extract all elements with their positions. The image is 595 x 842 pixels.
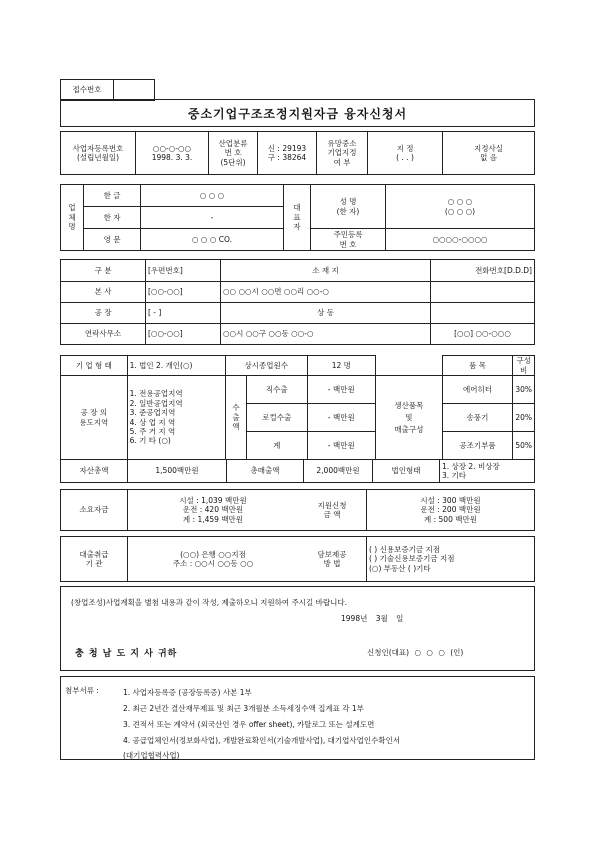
company-name-hanja-label: 한 자 — [84, 207, 141, 229]
product-composition-label: 생산품목 및 매출구성 — [376, 376, 443, 460]
address-row-phone — [431, 303, 535, 324]
applicant-signature: 신청인(대표) ○ ○ ○ (인) — [367, 648, 464, 657]
employees-label: 상시종업원수 — [225, 356, 307, 376]
business-table — [60, 355, 535, 460]
local-export-value: - 백만원 — [307, 404, 376, 432]
export-side-label: 수 출 액 — [225, 376, 246, 460]
attachments-list — [123, 685, 400, 763]
lending-bank-label: 대출취급 기 관 — [61, 537, 128, 582]
product-ratio-header: 구성비 — [513, 356, 535, 376]
export-total-label: 계 — [246, 432, 307, 460]
receipt-number-label: 접수번호 — [61, 80, 114, 101]
attachment-item: 4. 공급업체인서(정보화사업), 개발완료확인서(기술개발사업), 대기업사업인수확인서 (대기업협력사업) — [123, 736, 401, 760]
address-row-label: 연락사무소 — [61, 324, 146, 345]
address-row-location: 상 동 — [221, 303, 431, 324]
product-ratio: 20% — [513, 404, 535, 432]
designation-note: 지정사실 없 음 — [443, 132, 535, 175]
company-table — [60, 184, 535, 251]
industry-class-value: 신 : 29193 구 : 38264 — [258, 132, 317, 175]
form-title: 중소기업구조조정지원자금 융자신청서 — [60, 99, 535, 127]
attachment-item: 1. 사업자등록증 (공장등록증) 사본 1부 — [123, 688, 252, 697]
company-name-korean-label: 한 글 — [84, 185, 141, 207]
address-row — [61, 303, 535, 324]
product-name: 에어히터 — [442, 376, 513, 404]
required-funds-label: 소요자금 — [61, 490, 128, 531]
direct-export-value: - 백만원 — [307, 376, 376, 404]
address-row-zip: [○○-○○] — [146, 324, 221, 345]
address-row — [61, 282, 535, 303]
address-row — [61, 324, 535, 345]
assets-label: 자산총액 — [61, 460, 128, 483]
company-name-korean-value: ○ ○ ○ — [141, 185, 284, 207]
lending-bank-value: (○○) 은행 ○○지점 주소 : ○○시 ○○동 ○○ — [128, 537, 299, 582]
zone-options: 1. 전용공업지역 2. 일반공업지역 3. 준공업지역 4. 상 업 지 역 5. 주 거 지 역 6. 기 타 (○) — [127, 376, 225, 460]
receipt-number-box — [60, 79, 155, 101]
address-row-location: ○○시 ○○구 ○○동 ○○-○ — [221, 324, 431, 345]
rep-name-value: ○ ○ ○ (○ ○ ○) — [386, 185, 535, 229]
recipient: 충 청 남 도 지 사 귀하 — [75, 649, 178, 659]
company-name-hanja-value: - — [141, 207, 284, 229]
address-header-location: 소 재 지 — [221, 260, 431, 282]
declaration-date: 1998년 3월 일 — [341, 614, 404, 623]
assets-value: 1,500백만원 — [128, 460, 227, 483]
product-item-header: 품 목 — [442, 356, 513, 376]
attachments-box — [60, 676, 535, 760]
product-ratio: 50% — [513, 432, 535, 460]
company-name-side-label: 업 체 명 — [61, 185, 84, 251]
employees-value: 12 명 — [307, 356, 376, 376]
corp-type-label: 법인형태 — [373, 460, 440, 483]
business-reg-label: 사업자등록번호 (설립년월일) — [61, 132, 136, 175]
address-row-location: ○○ ○○시 ○○면 ○○리 ○○-○ — [221, 282, 431, 303]
product-header-spacer — [376, 356, 443, 376]
zone-label: 공 장 의 용도지역 — [61, 376, 128, 460]
resident-id-value: ○○○○-○○○○ — [386, 229, 535, 251]
industry-class-label: 산업분류 번 호 (5단위) — [209, 132, 258, 175]
business-type-value: 1. 법인 2. 개인(○) — [127, 356, 225, 376]
address-row-phone: [○○] ○○-○○○ — [431, 324, 535, 345]
receipt-number-value — [114, 80, 155, 101]
corp-type-value: 1. 상장 2. 비상장 3. 기타 — [440, 460, 535, 483]
direct-export-label: 직수출 — [246, 376, 307, 404]
business-reg-value: ○○-○-○○ 1998. 3. 3. — [136, 132, 209, 175]
revenue-value: 2,000백만원 — [304, 460, 373, 483]
requested-amount-value: 시설 : 300 백만원 운전 : 200 백만원 계 : 500 백만원 — [367, 490, 535, 531]
address-row-phone — [431, 282, 535, 303]
declaration-text: (창업조성)사업계획을 별첨 내용과 같이 작성, 제출하오니 지원하여 주시길 바랍니다. — [71, 598, 348, 607]
business-type-label: 기 업 형 태 — [61, 356, 128, 376]
address-row-label: 본 사 — [61, 282, 146, 303]
resident-id-label: 주민등록 번 호 — [311, 229, 386, 251]
product-ratio: 30% — [513, 376, 535, 404]
company-name-english-value: ○ ○ ○ CO. — [141, 229, 284, 251]
address-header-zip: [우편번호] — [146, 260, 221, 282]
attachment-item: 3. 견적서 또는 계약서 (외국산인 경우 offer sheet), 카탈로그 또는 설계도면 — [123, 720, 375, 729]
designation-label: 유망중소 기업지정 여 부 — [317, 132, 368, 175]
address-row-label: 공 장 — [61, 303, 146, 324]
address-header-phone: 전화번호[D.D.D] — [431, 260, 535, 282]
address-row-zip: [ - ] — [146, 303, 221, 324]
designation-value: 지 정 ( . . ) — [368, 132, 443, 175]
required-funds-value: 시설 : 1,039 백만원 운전 : 420 백만원 계 : 1,459 백만원 — [128, 490, 299, 531]
attachment-item: 2. 최근 2년간 결산재무제표 및 최근 3개월분 소득세징수액 집계표 각 1부 — [123, 704, 364, 713]
rep-name-label: 성 명 (한 자) — [311, 185, 386, 229]
requested-amount-label: 지원신청 금 액 — [298, 490, 367, 531]
declaration-box — [60, 586, 535, 671]
local-export-label: 로컬수출 — [246, 404, 307, 432]
product-name: 송풍기 — [442, 404, 513, 432]
registration-row — [60, 131, 535, 175]
attachments-label: 첨부서류 : — [65, 686, 99, 695]
revenue-label: 총매출액 — [227, 460, 304, 483]
collateral-label: 담보제공 방 법 — [298, 537, 367, 582]
export-total-value: - 백만원 — [307, 432, 376, 460]
bank-row — [60, 536, 535, 582]
address-header-division: 구 분 — [61, 260, 146, 282]
representative-side-label: 대 표 자 — [284, 185, 311, 251]
product-name: 공조기부품 — [442, 432, 513, 460]
address-row-zip: [○○-○○] — [146, 282, 221, 303]
company-name-english-label: 영 문 — [84, 229, 141, 251]
funds-row — [60, 489, 535, 531]
finance-row — [60, 459, 535, 483]
address-table — [60, 259, 535, 345]
collateral-value: ( ) 신용보증기금 지점 ( ) 기술신용보증기금 지점 (○) 부동산 ( )기타 — [367, 537, 535, 582]
